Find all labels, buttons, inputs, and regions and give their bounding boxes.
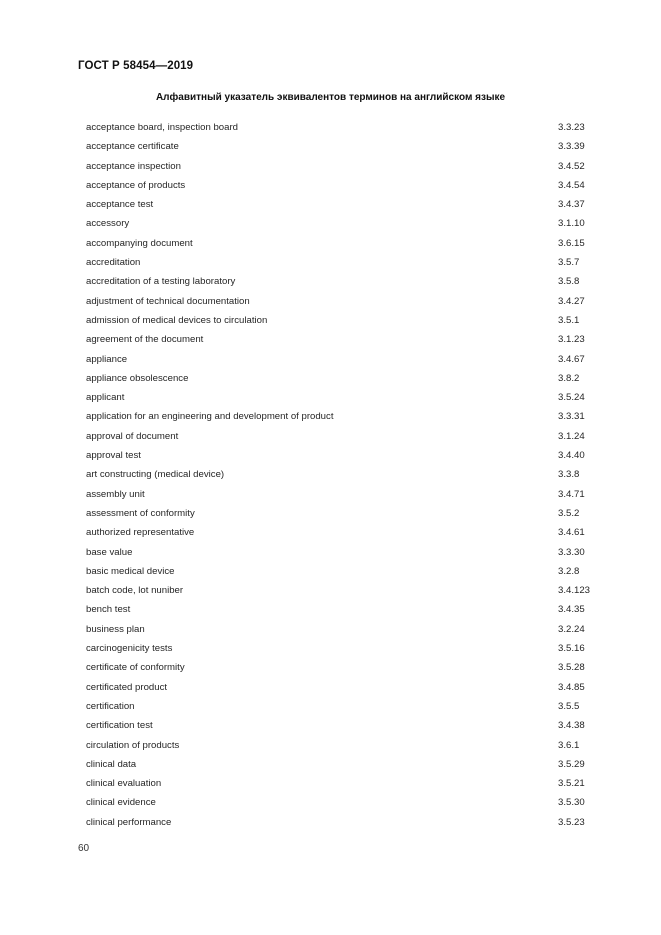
- entry-term: bench test: [86, 604, 131, 616]
- index-entry: [86, 816, 606, 835]
- entry-reference: 3.5.21: [558, 778, 585, 790]
- entry-term: adjustment of technical documentation: [86, 295, 250, 307]
- index-entry: [86, 430, 606, 449]
- entry-term: clinical evaluation: [86, 778, 162, 790]
- entry-term: accreditation: [86, 257, 141, 269]
- entry-term: acceptance certificate: [86, 141, 179, 153]
- entry-reference: 3.5.23: [558, 816, 585, 828]
- entry-term: art constructing (medical device): [86, 469, 225, 481]
- term-index-list: [86, 121, 606, 835]
- entry-reference: 3.4.61: [558, 527, 585, 539]
- entry-reference: 3.5.7: [558, 257, 580, 269]
- index-entry: [86, 410, 606, 429]
- index-entry: [86, 160, 606, 179]
- entry-reference: 3.4.85: [558, 681, 585, 693]
- entry-term: accessory: [86, 218, 130, 230]
- entry-term: certification test: [86, 720, 153, 732]
- entry-reference: 3.5.24: [558, 392, 585, 404]
- index-entry: [86, 468, 606, 487]
- entry-reference: 3.5.16: [558, 643, 585, 655]
- index-entry: [86, 449, 606, 468]
- index-entry: [86, 179, 606, 198]
- entry-term: certificate of conformity: [86, 662, 185, 674]
- entry-reference: 3.4.54: [558, 179, 585, 191]
- entry-reference: 3.3.23: [558, 122, 585, 133]
- index-entry: [86, 217, 606, 236]
- entry-reference: 3.3.31: [558, 411, 585, 423]
- entry-reference: 3.5.2: [558, 507, 580, 519]
- entry-reference: 3.5.30: [558, 797, 585, 809]
- entry-term: authorized representative: [86, 527, 195, 539]
- entry-term: applicant: [86, 392, 125, 404]
- entry-reference: 3.1.24: [558, 430, 585, 442]
- index-entry: [86, 719, 606, 738]
- entry-reference: 3.3.30: [558, 546, 585, 558]
- entry-reference: 3.4.67: [558, 353, 585, 365]
- index-entry: [86, 777, 606, 796]
- entry-term: admission of medical devices to circulation: [86, 314, 268, 326]
- entry-reference: 3.6.1: [558, 739, 580, 751]
- entry-term: carcinogenicity tests: [86, 643, 173, 655]
- index-entry: [86, 758, 606, 777]
- entry-term: acceptance inspection: [86, 160, 181, 172]
- index-entry: [86, 391, 606, 410]
- index-entry: [86, 681, 606, 700]
- page-number: 60: [78, 843, 90, 854]
- entry-reference: 3.2.8: [558, 565, 580, 577]
- index-entry: [86, 140, 606, 159]
- entry-reference: 3.5.5: [558, 700, 580, 712]
- entry-reference: 3.6.15: [558, 237, 585, 249]
- entry-reference: 3.1.10: [558, 218, 585, 230]
- entry-term: circulation of products: [86, 739, 180, 751]
- index-entry: [86, 353, 606, 372]
- index-entry: [86, 372, 606, 391]
- entry-reference: 3.5.29: [558, 758, 585, 770]
- index-entry: [86, 314, 606, 333]
- document-code: ГОСТ Р 58454—2019: [78, 60, 194, 72]
- index-entry: [86, 526, 606, 545]
- entry-term: agreement of the document: [86, 334, 204, 346]
- index-entry: [86, 198, 606, 217]
- index-entry: [86, 661, 606, 680]
- entry-term: batch code, lot nuniber: [86, 585, 184, 597]
- entry-term: acceptance test: [86, 199, 154, 211]
- entry-term: approval of document: [86, 430, 179, 442]
- entry-term: assembly unit: [86, 488, 145, 500]
- entry-reference: 3.4.37: [558, 199, 585, 211]
- index-entry: [86, 796, 606, 815]
- entry-term: appliance: [86, 353, 128, 365]
- index-entry: [86, 565, 606, 584]
- index-entry: [86, 488, 606, 507]
- entry-reference: 3.4.27: [558, 295, 585, 307]
- entry-term: clinical data: [86, 758, 137, 770]
- entry-term: approval test: [86, 450, 141, 462]
- entry-term: certification: [86, 700, 135, 712]
- entry-reference: 3.5.8: [558, 276, 580, 288]
- index-entry: [86, 623, 606, 642]
- index-entry: [86, 700, 606, 719]
- index-entry: [86, 333, 606, 352]
- entry-reference: 3.1.23: [558, 334, 585, 346]
- entry-term: accompanying document: [86, 237, 193, 249]
- entry-reference: 3.2.24: [558, 623, 585, 635]
- entry-reference: 3.4.52: [558, 160, 585, 172]
- index-title: Алфавитный указатель эквивалентов терминов на английском языке: [155, 92, 506, 103]
- entry-reference: 3.4.123: [558, 585, 591, 597]
- entry-term: acceptance of products: [86, 179, 186, 191]
- entry-term: business plan: [86, 623, 145, 635]
- entry-term: application for an engineering and development of product: [86, 411, 334, 423]
- entry-reference: 3.5.1: [558, 314, 580, 326]
- index-entry: [86, 237, 606, 256]
- entry-reference: 3.5.28: [558, 662, 585, 674]
- entry-term: clinical performance: [86, 816, 172, 828]
- entry-term: accreditation of a testing laboratory: [86, 276, 236, 288]
- index-entry: [86, 642, 606, 661]
- index-entry: [86, 295, 606, 314]
- index-entry: [86, 739, 606, 758]
- entry-term: assessment of conformity: [86, 507, 195, 519]
- index-entry: [86, 603, 606, 622]
- entry-reference: 3.4.35: [558, 604, 585, 616]
- index-entry: [86, 584, 606, 603]
- entry-term: certificated product: [86, 681, 168, 693]
- index-entry: [86, 256, 606, 275]
- entry-term: appliance obsolescence: [86, 372, 189, 384]
- entry-reference: 3.4.38: [558, 720, 585, 732]
- index-entry: [86, 546, 606, 565]
- entry-reference: 3.8.2: [558, 372, 580, 384]
- entry-reference: 3.4.71: [558, 488, 585, 500]
- entry-term: base value: [86, 546, 133, 558]
- index-entry: [86, 275, 606, 294]
- entry-term: acceptance board, inspection board: [86, 122, 239, 133]
- index-entry: [86, 121, 606, 140]
- entry-reference: 3.4.40: [558, 450, 585, 462]
- entry-term: basic medical device: [86, 565, 175, 577]
- entry-term: clinical evidence: [86, 797, 156, 809]
- entry-reference: 3.3.39: [558, 141, 585, 153]
- entry-reference: 3.3.8: [558, 469, 580, 481]
- index-entry: [86, 507, 606, 526]
